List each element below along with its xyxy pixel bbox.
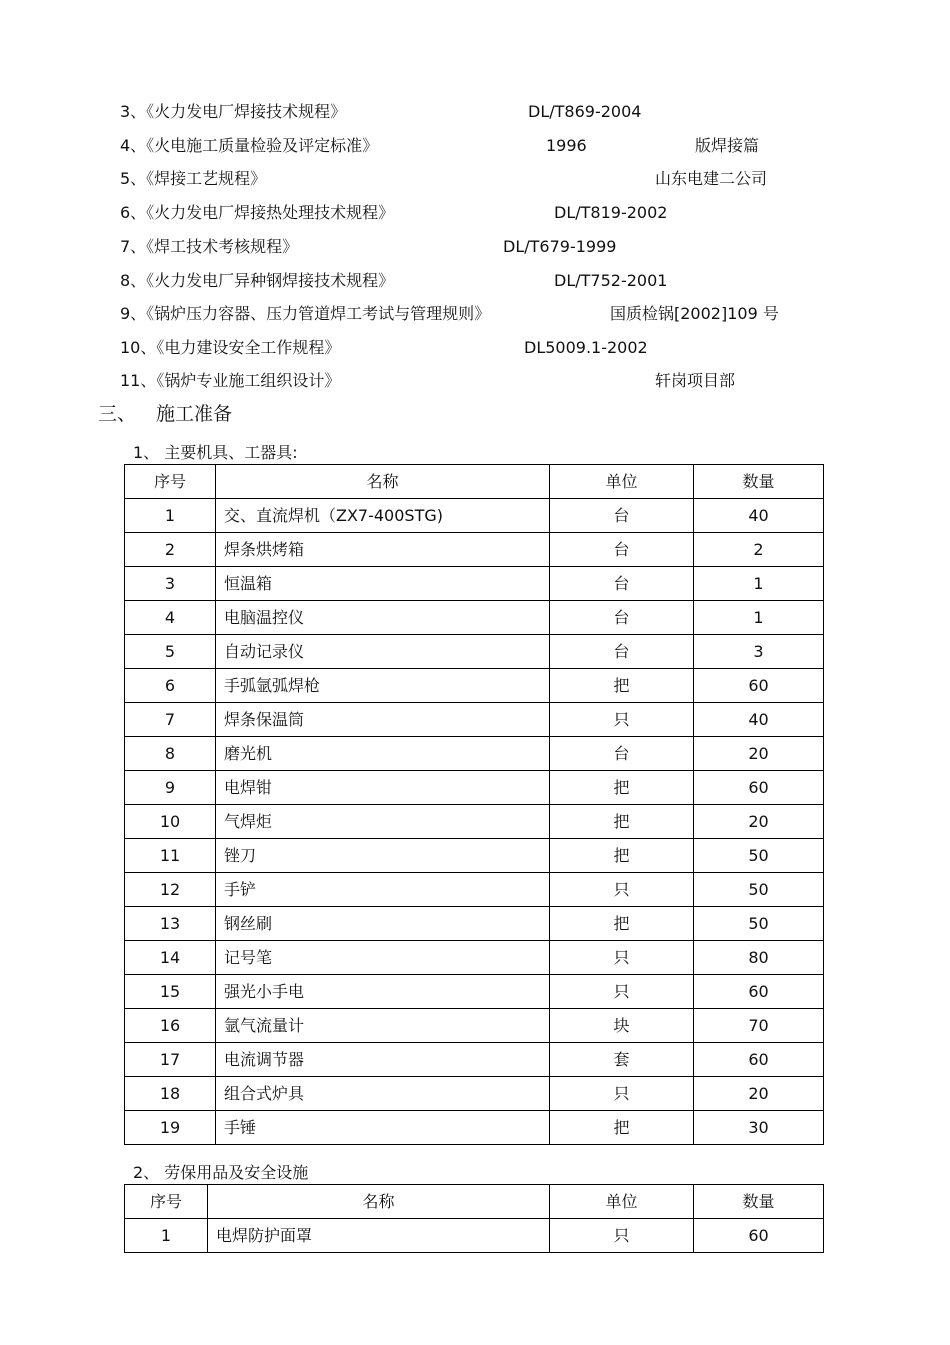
- cell-name: 磨光机: [216, 737, 550, 771]
- reference-line: [0, 301, 950, 327]
- cell-qty: 30: [694, 1111, 824, 1145]
- table-row: [125, 669, 824, 703]
- reference-line: [0, 133, 950, 159]
- reference-code: DL5009.1-2002: [524, 338, 648, 357]
- header-unit: 单位: [550, 465, 694, 499]
- table-row: [125, 635, 824, 669]
- reference-title: 3、《火力发电厂焊接技术规程》: [120, 102, 347, 121]
- cell-no: 1: [125, 1219, 208, 1253]
- table-row: [125, 839, 824, 873]
- cell-name: 自动记录仪: [216, 635, 550, 669]
- reference-line: [0, 368, 950, 394]
- reference-code: DL/T869-2004: [528, 102, 642, 121]
- reference-code: DL/T679-1999: [503, 237, 617, 256]
- table-row: [125, 805, 824, 839]
- cell-unit: 台: [550, 567, 694, 601]
- cell-no: 16: [125, 1009, 216, 1043]
- cell-qty: 1: [694, 567, 824, 601]
- cell-unit: 台: [550, 737, 694, 771]
- reference-title: 10、《电力建设安全工作规程》: [120, 338, 341, 357]
- cell-unit: 只: [550, 1219, 694, 1253]
- reference-line: [0, 166, 950, 192]
- cell-unit: 套: [550, 1043, 694, 1077]
- header-unit: 单位: [550, 1185, 694, 1219]
- table-row: [125, 737, 824, 771]
- reference-title: 6、《火力发电厂焊接热处理技术规程》: [120, 203, 395, 222]
- cell-no: 3: [125, 567, 216, 601]
- header-qty: 数量: [694, 1185, 824, 1219]
- cell-no: 11: [125, 839, 216, 873]
- table-row: [125, 975, 824, 1009]
- cell-qty: 20: [694, 1077, 824, 1111]
- reference-line: [0, 99, 950, 125]
- header-name: 名称: [216, 465, 550, 499]
- cell-no: 4: [125, 601, 216, 635]
- cell-qty: 80: [694, 941, 824, 975]
- reference-title: 9、《锅炉压力容器、压力管道焊工考试与管理规则》: [120, 304, 491, 323]
- cell-unit: 把: [550, 669, 694, 703]
- table-row: [125, 499, 824, 533]
- cell-name: 电脑温控仪: [216, 601, 550, 635]
- cell-qty: 2: [694, 533, 824, 567]
- cell-name: 焊条保温筒: [216, 703, 550, 737]
- cell-qty: 3: [694, 635, 824, 669]
- reference-title: 7、《焊工技术考核规程》: [120, 237, 299, 256]
- cell-name: 气焊炬: [216, 805, 550, 839]
- cell-unit: 台: [550, 601, 694, 635]
- reference-code: 国质检锅[2002]109 号: [610, 304, 779, 323]
- table-header-row: [125, 1185, 824, 1219]
- cell-no: 10: [125, 805, 216, 839]
- cell-qty: 70: [694, 1009, 824, 1043]
- cell-no: 7: [125, 703, 216, 737]
- reference-line: [0, 234, 950, 260]
- cell-qty: 60: [694, 1043, 824, 1077]
- table-row: [125, 1219, 824, 1253]
- table-row: [125, 1077, 824, 1111]
- cell-unit: 把: [550, 1111, 694, 1145]
- safety-table-body: [125, 1185, 824, 1253]
- reference-line: [0, 268, 950, 294]
- cell-qty: 40: [694, 703, 824, 737]
- cell-name: 恒温箱: [216, 567, 550, 601]
- reference-code: 山东电建二公司: [655, 169, 768, 188]
- cell-unit: 台: [550, 635, 694, 669]
- cell-no: 8: [125, 737, 216, 771]
- cell-no: 17: [125, 1043, 216, 1077]
- cell-no: 13: [125, 907, 216, 941]
- table-row: [125, 1111, 824, 1145]
- cell-no: 5: [125, 635, 216, 669]
- cell-no: 6: [125, 669, 216, 703]
- cell-name: 钢丝刷: [216, 907, 550, 941]
- cell-name: 锉刀: [216, 839, 550, 873]
- cell-no: 9: [125, 771, 216, 805]
- header-qty: 数量: [694, 465, 824, 499]
- cell-no: 12: [125, 873, 216, 907]
- cell-unit: 只: [550, 873, 694, 907]
- cell-name: 手弧氩弧焊枪: [216, 669, 550, 703]
- section-heading: [98, 399, 232, 426]
- table-row: [125, 601, 824, 635]
- cell-name: 电焊防护面罩: [208, 1219, 550, 1253]
- cell-no: 1: [125, 499, 216, 533]
- cell-unit: 把: [550, 805, 694, 839]
- cell-name: 电流调节器: [216, 1043, 550, 1077]
- table-header-row: [125, 465, 824, 499]
- cell-name: 组合式炉具: [216, 1077, 550, 1111]
- cell-no: 18: [125, 1077, 216, 1111]
- cell-name: 电焊钳: [216, 771, 550, 805]
- cell-name: 强光小手电: [216, 975, 550, 1009]
- tools-table-body: [125, 465, 824, 1145]
- cell-name: 焊条烘烤箱: [216, 533, 550, 567]
- cell-no: 14: [125, 941, 216, 975]
- cell-qty: 60: [694, 669, 824, 703]
- reference-title: 11、《锅炉专业施工组织设计》: [120, 371, 341, 390]
- cell-unit: 把: [550, 907, 694, 941]
- reference-title: 4、《火电施工质量检验及评定标准》: [120, 136, 379, 155]
- table-row: [125, 567, 824, 601]
- cell-qty: 50: [694, 873, 824, 907]
- tools-table: [124, 464, 824, 1145]
- cell-qty: 1: [694, 601, 824, 635]
- table-row: [125, 703, 824, 737]
- cell-name: 手铲: [216, 873, 550, 907]
- cell-unit: 把: [550, 839, 694, 873]
- cell-unit: 只: [550, 703, 694, 737]
- table-row: [125, 1043, 824, 1077]
- cell-unit: 把: [550, 771, 694, 805]
- section-title: 施工准备: [156, 403, 233, 425]
- cell-unit: 块: [550, 1009, 694, 1043]
- reference-extra: 版焊接篇: [695, 136, 760, 155]
- safety-table: [124, 1184, 824, 1253]
- cell-qty: 60: [694, 771, 824, 805]
- table-row: [125, 873, 824, 907]
- reference-line: [0, 200, 950, 226]
- cell-qty: 20: [694, 737, 824, 771]
- header-name: 名称: [208, 1185, 550, 1219]
- cell-name: 交、直流焊机（ZX7-400STG): [216, 499, 550, 533]
- cell-no: 2: [125, 533, 216, 567]
- cell-qty: 50: [694, 839, 824, 873]
- table-row: [125, 771, 824, 805]
- subsection-title-safety: 2、 劳保用品及安全设施: [133, 1163, 309, 1182]
- cell-qty: 40: [694, 499, 824, 533]
- reference-code: DL/T819-2002: [554, 203, 668, 222]
- reference-line: [0, 335, 950, 361]
- cell-qty: 60: [694, 1219, 824, 1253]
- section-number: 三、: [98, 403, 137, 425]
- cell-qty: 50: [694, 907, 824, 941]
- reference-title: 5、《焊接工艺规程》: [120, 169, 267, 188]
- cell-name: 手锤: [216, 1111, 550, 1145]
- subsection-title-tools: 1、 主要机具、工器具:: [133, 443, 298, 462]
- cell-qty: 60: [694, 975, 824, 1009]
- table-row: [125, 533, 824, 567]
- table-row: [125, 1009, 824, 1043]
- cell-no: 15: [125, 975, 216, 1009]
- cell-unit: 台: [550, 499, 694, 533]
- reference-code: 1996: [546, 136, 587, 155]
- header-no: 序号: [125, 465, 216, 499]
- header-no: 序号: [125, 1185, 208, 1219]
- cell-name: 氩气流量计: [216, 1009, 550, 1043]
- cell-name: 记号笔: [216, 941, 550, 975]
- reference-code: DL/T752-2001: [554, 271, 668, 290]
- table-row: [125, 941, 824, 975]
- cell-unit: 只: [550, 1077, 694, 1111]
- cell-qty: 20: [694, 805, 824, 839]
- cell-unit: 只: [550, 941, 694, 975]
- cell-no: 19: [125, 1111, 216, 1145]
- reference-title: 8、《火力发电厂异种钢焊接技术规程》: [120, 271, 395, 290]
- reference-code: 轩岗项目部: [655, 371, 736, 390]
- cell-unit: 只: [550, 975, 694, 1009]
- table-row: [125, 907, 824, 941]
- cell-unit: 台: [550, 533, 694, 567]
